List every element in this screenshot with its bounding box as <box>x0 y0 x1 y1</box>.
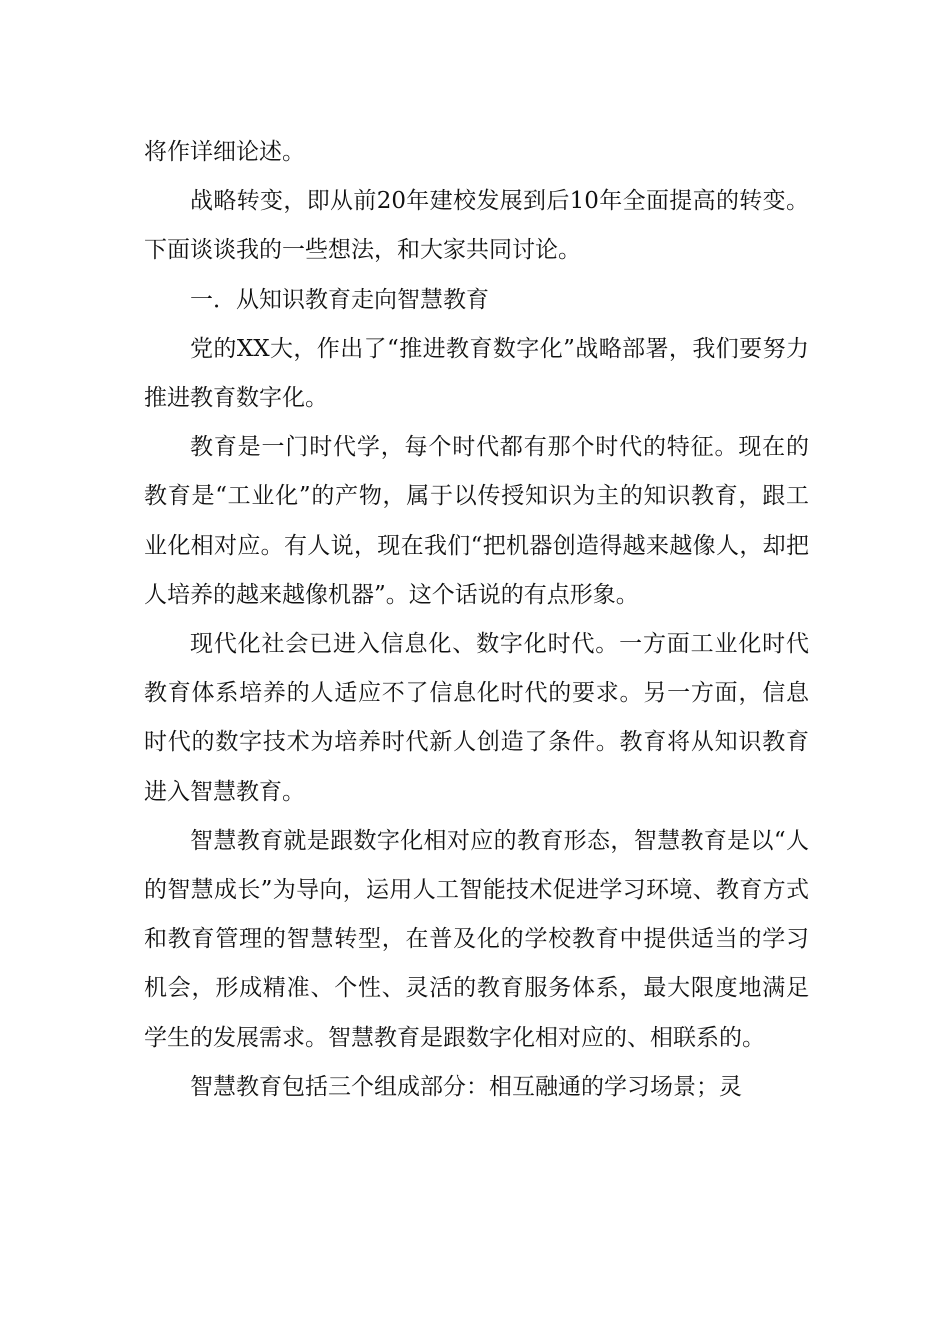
paragraph-0: 将作详细论述。 <box>144 139 305 165</box>
document-body <box>144 128 809 1112</box>
paragraph-5: 现代化社会已进入信息化、数字化时代。一方面工业化时代教育体系培养的人适应不了信息化时代的要求。另一方面，信息时代的数字技术为培养时代新人创造了条件。教育将从知识教育进入智慧教育。 <box>144 631 809 805</box>
paragraph-4: 教育是一门时代学，每个时代都有那个时代的特征。现在的教育是“工业化”的产物，属于以传授知识为主的知识教育，跟工业化相对应。有人说，现在我们“把机器创造得越来越像人，却把人培养的越来越像机器”。这个话说的有点形象。 <box>144 434 809 608</box>
section-heading: 一．从知识教育走向智慧教育 <box>190 286 489 313</box>
paragraph-1: 战略转变，即从前20年建校发展到后10年全面提高的转变。下面谈谈我的一些想法，和大家共同讨论。 <box>144 188 809 264</box>
paragraph-3: 党的XX大，作出了“推进教育数字化”战略部署，我们要努力推进教育数字化。 <box>144 335 809 412</box>
paragraph-6: 智慧教育就是跟数字化相对应的教育形态，智慧教育是以“人的智慧成长”为导向，运用人工智能技术促进学习环境、教育方式和教育管理的智慧转型，在普及化的学校教育中提供适当的学习机会，形成精准、个性、灵活的教育服务体系，最大限度地满足学生的发展需求。智慧教育是跟数字化相对应的、相联系的。 <box>144 827 809 1051</box>
paragraph-7: 智慧教育包括三个组成部分：相互融通的学习场景；灵 <box>190 1073 742 1100</box>
